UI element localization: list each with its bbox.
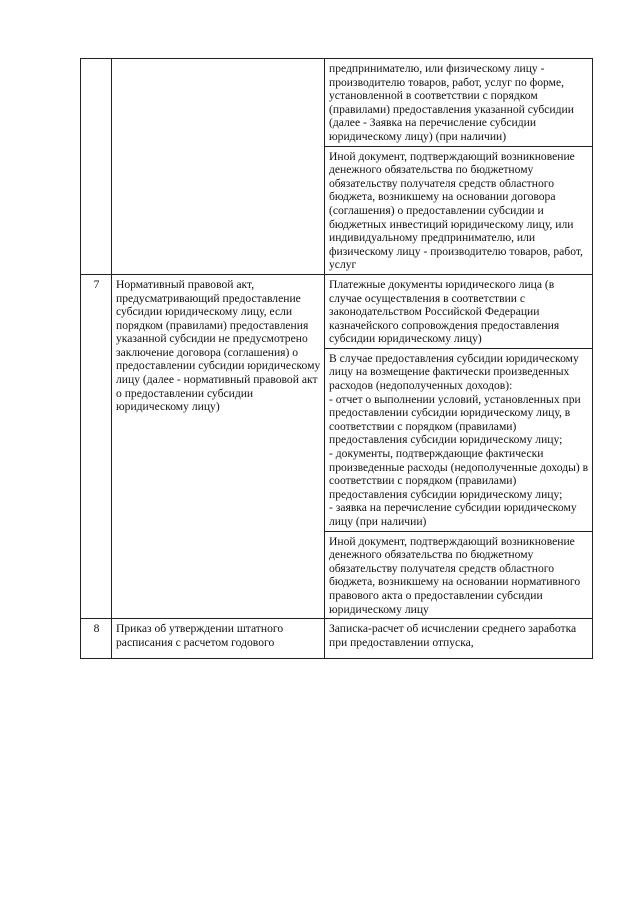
confirming-document-cell xyxy=(325,619,593,659)
row-number-cell: 7 xyxy=(81,274,112,618)
table-row xyxy=(81,274,593,348)
row-number-cell xyxy=(81,619,112,659)
confirming-document-cell: В случае предоставления субсидии юридическому лицу на возмещение фактически произведенных расходов (недополученных доходов): - отчет о выполнении условий, установленных при предоставлении субсидии юридическому лицу, в соответствии с порядком (правилами) предоставления субсидии юридическому лицу; - документы, подтверждающие фактически произведенные расходы (недополученные доходы) в соответствии с порядком (правилами) предоставления субсидии юридическому лицу; - заявка на перечисление субсидии юридическому лицу (при наличии) xyxy=(325,348,593,531)
row-number-cell xyxy=(81,59,112,275)
row-number-text: 8 xyxy=(93,622,100,636)
confirming-document-cell: предпринимателю, или физическому лицу - производителю товаров, работ, услуг по форме, установленной в соответствии с порядком (правилами) предоставления указанной субсидии (далее - Заявка на перечисление субсидии юридическому лицу) (при наличии) xyxy=(325,59,593,147)
table-row xyxy=(81,59,593,147)
base-document-text: Приказ об утверждении штатного расписания с расчетом годового xyxy=(116,622,284,649)
base-document-cell xyxy=(112,619,325,659)
table-row xyxy=(81,619,593,659)
base-document-cell: Нормативный правовой акт, предусматривающий предоставление субсидии юридическому лицу, если порядком (правилами) предоставления указанной субсидии не предусмотрено заключение договора (соглашения) о предоставлении субсидии юридическому лицу (далее - нормативный правовой акт о предоставлении субсидии юридическому лицу) xyxy=(112,274,325,618)
documents-table xyxy=(80,58,593,659)
confirming-document-cell: Иной документ, подтверждающий возникновение денежного обязательства по бюджетному обязательству получателя средств областного бюджета, возникшему на основании договора (соглашения) о предоставлении субсидии и бюджетных инвестиций юридическому лицу, или индивидуальному предпринимателю, или физическому лицу - производителю товаров, работ, услуг xyxy=(325,146,593,274)
confirming-document-cell: Иной документ, подтверждающий возникновение денежного обязательства по бюджетному обязательству получателя средств областного бюджета, возникшему на основании нормативного правового акта о предоставлении субсидии юридическому лицу xyxy=(325,531,593,619)
confirming-document-cell: Платежные документы юридического лица (в случае осуществления в соответствии с законодательством Российской Федерации казначейского сопровождения предоставления субсидии юридическому лицу) xyxy=(325,274,593,348)
base-document-cell xyxy=(112,59,325,275)
confirming-document-text: Записка-расчет об исчислении среднего заработка при предоставлении отпуска, xyxy=(329,622,577,649)
